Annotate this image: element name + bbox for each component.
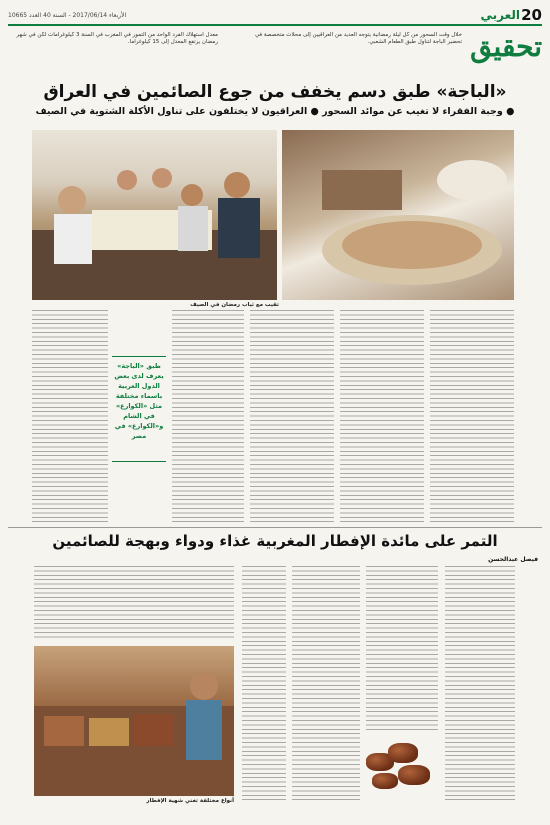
text-column (292, 566, 360, 801)
date-fruit (372, 773, 398, 789)
text-column (366, 566, 438, 731)
dates-illustration (358, 735, 438, 795)
article1-subhead: ● وجبة الفقراء لا تغيب عن موائد السحور ● العراقيون لا يختلفون على تناول الأكلة الشتوية في الصيف (35, 106, 515, 117)
text-column (172, 310, 244, 525)
section-title: تحقيق (470, 30, 542, 63)
photo-men-eating (32, 130, 277, 300)
photo-caption: أنواع مختلفة تغني شهية الإفطار (146, 798, 234, 804)
dateline: الأربعاء 2017/06/14 - السنة 40 العدد 10665 (8, 12, 127, 19)
header-rule (8, 24, 542, 26)
masthead-logo: العربي (480, 8, 520, 22)
text-column (250, 310, 334, 525)
photo-caption: تقيب مع ثياب رمضان في الصيف (190, 302, 279, 308)
photo-tripe-dish (282, 130, 514, 300)
text-column (430, 310, 514, 525)
brief-left: معدل استهلاك الفرد الواحد من التمور في المغرب في السنة 3 كيلوغرامات لكن في شهر رمضان يرتفع المعدل إلى 15 كيلوغراما. (16, 32, 218, 45)
page-number: 20 (521, 6, 542, 24)
briefs-strip (8, 28, 462, 68)
date-fruit (398, 765, 430, 785)
text-column (445, 566, 515, 801)
article-divider (8, 527, 542, 528)
text-column (34, 566, 234, 640)
article2-byline: فيصل عبدالحسن (488, 556, 538, 563)
article1-headline: «الباجة» طبق دسم يخفف من جوع الصائمين في العراق (43, 82, 507, 102)
photo-dates-market (34, 646, 234, 796)
brief-right: خلال وقت السحور من كل ليلة رمضانية يتوجه العديد من العراقيين إلى محلات متخصصة في تحضير الباجة لتناول طبق الطعام الشعبي. (254, 32, 462, 45)
text-column (242, 566, 286, 801)
article2-headline: التمر على مائدة الإفطار المغربية غذاء ودواء وبهجة للصائمين (52, 532, 498, 550)
article1-body (0, 310, 550, 525)
text-column (32, 310, 108, 525)
pull-quote: طبق «الباجة» يعرف لدى بعض الدول العربية باسماء مختلفة مثل «الكوارع» في الشام و«الكوارع» في مصر (112, 356, 166, 462)
text-column (340, 310, 424, 525)
date-fruit (388, 743, 418, 763)
